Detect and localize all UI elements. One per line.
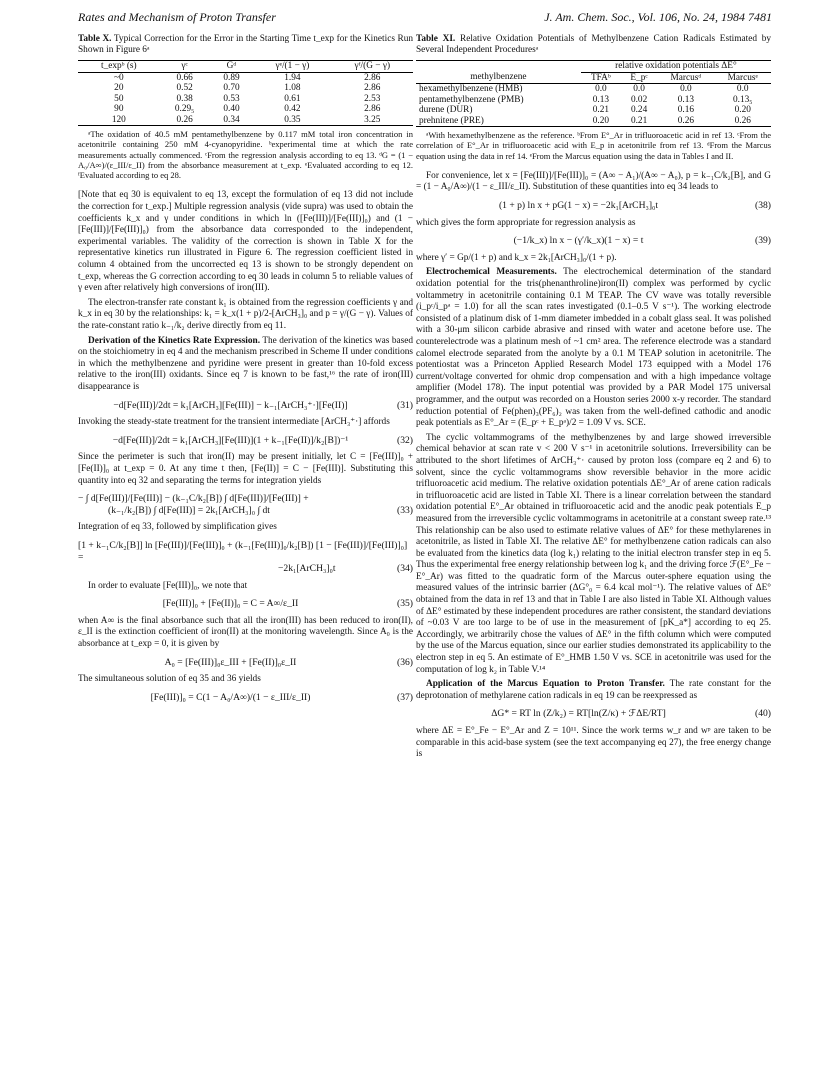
equation-33 <box>78 493 413 516</box>
section-heading: Derivation of the Kinetics Rate Expression. <box>88 335 261 346</box>
equation-expression: (k₋₁/k₂[B]) ∫ d[Fe(III)] = 2k₁[ArCH₃]₀ ∫ dt <box>108 504 270 516</box>
table-cell: 0.20 <box>592 115 610 126</box>
paragraph: where ΔE = E°_Fe − E°_Ar and Z = 10¹¹. Since the work terms w_r and wᵖ are taken to be comparable in this acid-base system (see the text accompanying eq 27), the free energy change is <box>416 726 771 760</box>
table-cell: 0.20 <box>734 105 751 115</box>
table-cell: 0.21 <box>592 105 610 115</box>
table-cell: 0.13 <box>677 94 695 105</box>
table-cell: 0.0 <box>595 84 607 94</box>
table-row <box>78 104 413 115</box>
table-cell: 0.13₅ <box>732 94 753 105</box>
equation-38 <box>416 200 771 212</box>
table-x-caption <box>78 34 413 56</box>
section-heading: Electrochemical Measurements. <box>426 267 557 278</box>
paragraph: when A∞ is the final absorbance such that all the iron(III) has been reduced to iron(II), ε_II is the extinction coefficient of iron(II) at the monitoring wavelength. Since A₀ is the absorbance at t_exp = 0, it is given by <box>78 615 413 650</box>
table-cell: 0.38 <box>176 93 193 104</box>
equation-expression: −d[Fe(III)]/2dt = k₁[ArCH₃][Fe(III)](1 + k₋₁[Fe(II)]/k₂[B])⁻¹ <box>112 434 349 446</box>
table-cell: 1.94 <box>284 72 301 83</box>
table-xi-footnote: ᵃWith hexamethylbenzene as the reference. ᵇFrom E°_Ar in trifluoroacetic acid in ref 13. ᶜFrom the correlation of E°_Ar in trifluoroacetic acid with E_p in acetonitrile from ref 13. ᵈFrom the Marcus equation using the data in ref 14. ᵉFrom the Marcus equation using the data in Tables I and II. <box>416 130 771 161</box>
equation-39 <box>416 235 771 247</box>
table-xi-caption <box>416 34 771 56</box>
table-cell: 0.61 <box>284 93 301 104</box>
equation-expression: [Fe(III)]₀ = C(1 − A₀/A∞)/(1 − ε_III/ε_II) <box>150 691 311 703</box>
paragraph-text: The derivation of the kinetics was based on the stoichiometry in eq 4 and the mechanism prescribed in Scheme II under conditions in which the methylbenzene and pyridine were present in greater than 10-fold excess relative to the iron(III) oxidants. Since eq 7 is known to be fast,¹⁶ the rate of iron(III) disappearance is <box>78 335 413 392</box>
table-cell: 0.70 <box>223 83 240 93</box>
equation-number: (38) <box>755 200 771 212</box>
table-cell: 50 <box>114 93 124 104</box>
table-cell: 3.25 <box>364 114 381 125</box>
table-row <box>416 95 771 106</box>
left-column <box>78 34 413 709</box>
table-cell: 0.53 <box>223 93 240 104</box>
table-cell: 0.42 <box>284 104 301 114</box>
paragraph: Invoking the steady-state treatment for the transient intermediate [ArCH₃⁺·] affords <box>78 417 390 428</box>
equation-number: (32) <box>397 434 413 446</box>
table-x-title: Typical Correction for the Error in the Starting Time t_exp for the Kinetics Run Shown in Figure 6ᵃ <box>78 34 414 55</box>
paragraph: The simultaneous solution of eq 35 and 36 yields <box>78 674 261 685</box>
table-xi-label: Table XI. <box>416 34 456 44</box>
equation-34 <box>78 540 413 575</box>
paragraph: The cyclic voltammograms of the methylbenzenes by and large showed irreversible chemical behavior at scan rate v < 200 V s⁻¹ in acetonitrile solutions. Irreversibility can be attributed to the short lifetimes of ArCH₃⁺· caused by proton loss (compare eq 2 and 6) to solvent, since the cyclic voltammograms show reversible behavior in the more acidic trifluoroacetic acid medium. The relative oxidation potentials ΔE°_Ar of arene cation radicals in trifluoroacetic acid are listed in Table XI. There is a linear correlation between the standard oxidation potential E°_Ar obtained in trifluoroacetic acid and the anodic peak potentials E_p measured from the irreversible cyclic voltammograms in acetonitrile at a constant sweep rate.¹³ This relationship can be also used to estimate relative values of ΔE° for these methylarenes in acetonitrile, as listed in Table XI. The relative ΔE° for methylbenzene cation radicals can also be evaluated from the kinetics data (log k₁) relating to the initial electron transfer step in eq 5. Thus the experimental free energy relationship between log k₁ and the driving force ℱ(E°_Fe − E°_Ar) was fitted to the quadratic form of the Marcus outer-sphere equation using the measured values of the intrinsic barrier (ΔG°₀ = 6.4 kcal mol⁻¹). The relative values of ΔE° obtained from the data in ref 13 and that in Table I are also listed in Table XI. Although values of ΔE° estimated by these independent procedures are rather consistent, the standard deviations of ~0.03 V are too large to be of use in the measurement of [pK_a*] according to eq 25. Accordingly, we arbitrarily chose the values of ΔE° in the fifth column which were computed by the use of the Marcus equation, since our earlier studies demonstrated its applicability to the electron step in eq 5. An estimate of E°_HMB 1.50 V vs. SCE in acetonitrile was used for the computation of log k₂ in Table V.¹⁴ <box>416 432 771 675</box>
table-xi-header: methylbenzene <box>470 72 527 83</box>
table-xi-title: Relative Oxidation Potentials of Methylbenzene Cation Radicals Estimated by Several Independent Proceduresᵃ <box>416 34 771 55</box>
table-cell: hexamethylbenzene (HMB) <box>419 84 523 94</box>
table-cell: ~0 <box>113 72 124 83</box>
table-cell: 0.52 <box>176 83 193 93</box>
equation-number: (35) <box>397 598 413 610</box>
table-cell: 120 <box>111 114 126 125</box>
equation-number: (37) <box>397 691 413 703</box>
table-cell: 1.08 <box>284 83 301 93</box>
table-row <box>78 115 413 126</box>
paragraph-text: The rate constant for the deprotonation of methylarene cation radicals in eq 19 can be reexpressed as <box>416 679 771 701</box>
table-cell: 0.24 <box>630 105 648 115</box>
table-cell: 0.0 <box>736 84 749 94</box>
table-cell: durene (DUR) <box>419 105 473 115</box>
table-x-header: γᶠ/(G − γ) <box>354 61 391 71</box>
table-cell: 0.16 <box>677 105 695 115</box>
equation-number: (31) <box>397 399 413 411</box>
table-cell: 0.13 <box>592 94 610 105</box>
equation-expression: −d[Fe(III)]/2dt = k₁[ArCH₃][Fe(III)] − k₋₁[ArCH₃⁺·][Fe(II)] <box>113 399 348 411</box>
table-xi-group-header: relative oxidation potentials ΔE° <box>581 61 771 73</box>
equation-number: (34) <box>397 563 413 575</box>
table-cell: 0.02 <box>630 94 648 105</box>
table-cell: 0.40 <box>223 104 240 114</box>
table-cell: 0.0 <box>680 84 692 94</box>
paragraph: Since the perimeter is such that iron(II) may be present initially, let C = [Fe(III)]₀ + [Fe(II)]₀ at t_exp = 0. At any time t then, [Fe(II)] = C − [Fe(III)]. Substituting this quantity into eq 32 and separating the terms for integration yields <box>78 452 413 486</box>
paragraph <box>78 336 413 394</box>
equation-number: (39) <box>755 235 771 247</box>
table-row <box>78 72 413 83</box>
equation-31 <box>78 400 413 412</box>
table-x-header: γᶜ <box>181 61 188 71</box>
table-cell: 0.26 <box>677 115 695 126</box>
equation-expression: ΔG* = RT ln (Z/k₂) = RT[ln(Z/κ) + ℱΔE/RT] <box>491 708 666 720</box>
paragraph: Integration of eq 33, followed by simplification gives <box>78 522 277 533</box>
paragraph: The electron-transfer rate constant k₁ is obtained from the regression coefficients γ and k_x in eq 30 by the relationships: k₁ = k_x(1 + p)/2-[ArCH₃]₀ and p = γ/(G − γ). Values of the rate-constant ratio k₋₁/k₂ derive directly from eq 11. <box>78 297 413 332</box>
equation-number: (40) <box>755 708 771 720</box>
equation-number: (36) <box>397 656 413 668</box>
table-cell: 0.26 <box>734 115 751 126</box>
equation-expression: (−1/k_x) ln x − (γ′/k_x)(1 − x) = t <box>513 235 644 247</box>
table-cell: 2.86 <box>364 72 381 83</box>
equation-expression: [Fe(III)]₀ + [Fe(II)]₀ = C = A∞/ε_II <box>162 598 299 610</box>
table-row <box>416 84 771 95</box>
table-row <box>78 83 413 94</box>
table-row <box>78 94 413 105</box>
table-x-header: Gᵈ <box>226 61 237 71</box>
table-cell: 90 <box>114 104 124 114</box>
paragraph-text: The electrochemical determination of the standard oxidation potential for the tris(phenanthroline)iron(II) complex was performed by cyclic voltammetry in acetonitrile containing 0.1 M TEAP. The CV wave was totally reversible (i_pᶜ/i_pᵃ = 1.0) for all the scan rates investigated (0.1–0.5 V s⁻¹). The working electrode consisted of a platinum disk of 1-mm diameter imbedded in a cobalt glass seal. It was polished with a 30-μm silicon carbide abrasive and rinsed with water and acetone before use. The counterelectrode was a platinum mesh of ~1 cm² area. The reference electrode was a standard calomel electrode separated from the anolyte by a 0.1 M TEAP solution in acetonitrile. The potentiostat was a Princeton Applied Research Model 173 equipped with a Model 176 current/voltage converted for ohmic drop compensation and with a high impedance voltage amplifier (Model 178). The input potential was provided by a PAR Model 175 universal programmer, and the output was recorded on a Houston series 2000 x-y recorder. The standard reduction potential of Fe(phen)₃(PF₆)₂ was taken from the well-defined cathodic and anodic peak potentials as E°_Ar = (E_pᶜ + E_pᵃ)/2 = 1.09 V vs. SCE. <box>416 267 771 429</box>
table-cell: 2.53 <box>364 93 381 104</box>
table-cell: prehnitene (PRE) <box>419 115 484 126</box>
equation-expression: −2k₁[ArCH₃]₀t <box>278 563 336 575</box>
table-x-header: t_expᵇ (s) <box>100 61 137 71</box>
table-x-header: γᵉ/(1 − γ) <box>275 61 310 71</box>
table-x-label: Table X. <box>78 34 112 44</box>
equation-expression: (1 + p) ln x + pG(1 − x) = −2k₁[ArCH₃]₀t <box>498 200 659 212</box>
equation-35 <box>78 598 413 610</box>
table-cell: 0.26 <box>176 114 193 125</box>
paragraph <box>416 679 771 702</box>
table-cell: 0.66 <box>176 72 193 83</box>
table-xi-header: TFAᵇ <box>591 72 611 83</box>
running-title: Rates and Mechanism of Proton Transfer <box>78 10 276 24</box>
table-row <box>416 105 771 116</box>
right-column <box>416 34 771 764</box>
table-cell: pentamethylbenzene (PMB) <box>419 94 524 105</box>
paragraph: where γ′ = Gp/(1 + p) and k_x = 2k₁[ArCH₃]₀/(1 + p). <box>416 252 617 263</box>
table-xi-header: Marcusᵈ <box>670 72 702 83</box>
section-heading: Application of the Marcus Equation to Proton Transfer. <box>426 679 665 690</box>
equation-number: (33) <box>397 504 413 516</box>
table-cell: 20 <box>114 83 124 93</box>
table-xi-header: E_pᶜ <box>630 72 648 83</box>
table-cell: 0.29₅ <box>174 104 195 114</box>
table-x-footnote: ᵃThe oxidation of 40.5 mM pentamethylbenzene by 0.117 mM total iron concentration in acetonitrile containing 250 mM 4-cyanopyridine. ᵇexperimental time at which the rate measurements actually commenced. ᶜFrom the regression analysis according to eq 13. ᵈG = (1 − A₀/A∞)/(ε_III/ε_II) from the absorbance measurement at t_exp. ᵉEvaluated according to eq 12. ᶠEvaluated according to eq 28. <box>78 129 413 181</box>
table-cell: 0.34 <box>223 114 240 125</box>
equation-37 <box>78 692 413 704</box>
journal-citation: J. Am. Chem. Soc., Vol. 106, No. 24, 1984 7481 <box>544 10 772 24</box>
equation-expression: A₀ = [Fe(III)]₀ε_III + [Fe(II)]₀ε_II <box>164 656 297 668</box>
table-cell: 2.86 <box>364 104 381 114</box>
table-cell: 0.0 <box>633 84 645 94</box>
table-xi-blank-header <box>416 61 581 73</box>
table-cell: 0.89 <box>223 72 240 83</box>
table-cell: 0.35 <box>284 114 301 125</box>
equation-40 <box>416 708 771 720</box>
equation-36 <box>78 657 413 669</box>
table-xi-header: Marcusᵉ <box>727 72 758 83</box>
table-cell: 2.86 <box>364 83 381 93</box>
table-row <box>416 116 771 127</box>
paragraph <box>416 267 771 429</box>
paragraph: which gives the form appropriate for regression analysis as <box>416 217 636 228</box>
equation-expression: [1 + k₋₁C/k₂[B]] ln [Fe(III)]/[Fe(III)]₀ + (k₋₁[Fe(III)]₀/k₂[B]) [1 − [Fe(III)]/[Fe(III)]₀] = <box>78 539 408 563</box>
paragraph: [Note that eq 30 is equivalent to eq 13, except the formulation of eq 13 did not include the correction for t_exp.] Multiple regression analysis (vide supra) was used to obtain the coefficients k_x and γ under conditions in which ln ([Fe(III)]/[Fe(III)]₀) and (1 − [Fe(III)]/[Fe(III)]₀) from the absorbance data corresponded to the independent, experimental variables. The validity of the correction is shown in Table X for the representative kinetics run illustrated in Figure 6. The regression coefficient listed in column 4 obtained from the uncorrected eq 13 is shown to be strongly dependent on t_exp, whereas the G correction according to eq 30 leads in column 5 to reliable values of γ even after relatively high conversions of iron(III). <box>78 190 413 294</box>
table-xi <box>416 60 771 127</box>
equation-32 <box>78 435 413 447</box>
paragraph: In order to evaluate [Fe(III)]₀, we note that <box>88 580 248 591</box>
table-x <box>78 60 413 126</box>
paragraph: For convenience, let x = [Fe(III)]/[Fe(III)]₀ = (A∞ − A₁)/(A∞ − A₀), p = k₋₁C/k₂[B], and G = (1 − A₀/A∞)/(1 − ε_III/ε_II). Substitution of these quantities into eq 34 leads to <box>416 170 771 193</box>
equation-expression: − ∫ d[Fe(III)]/[Fe(III)] − (k₋₁C/k₂[B]) ∫ d[Fe(III)]/[Fe(III)] + <box>78 493 309 505</box>
table-cell: 0.21 <box>630 115 648 126</box>
